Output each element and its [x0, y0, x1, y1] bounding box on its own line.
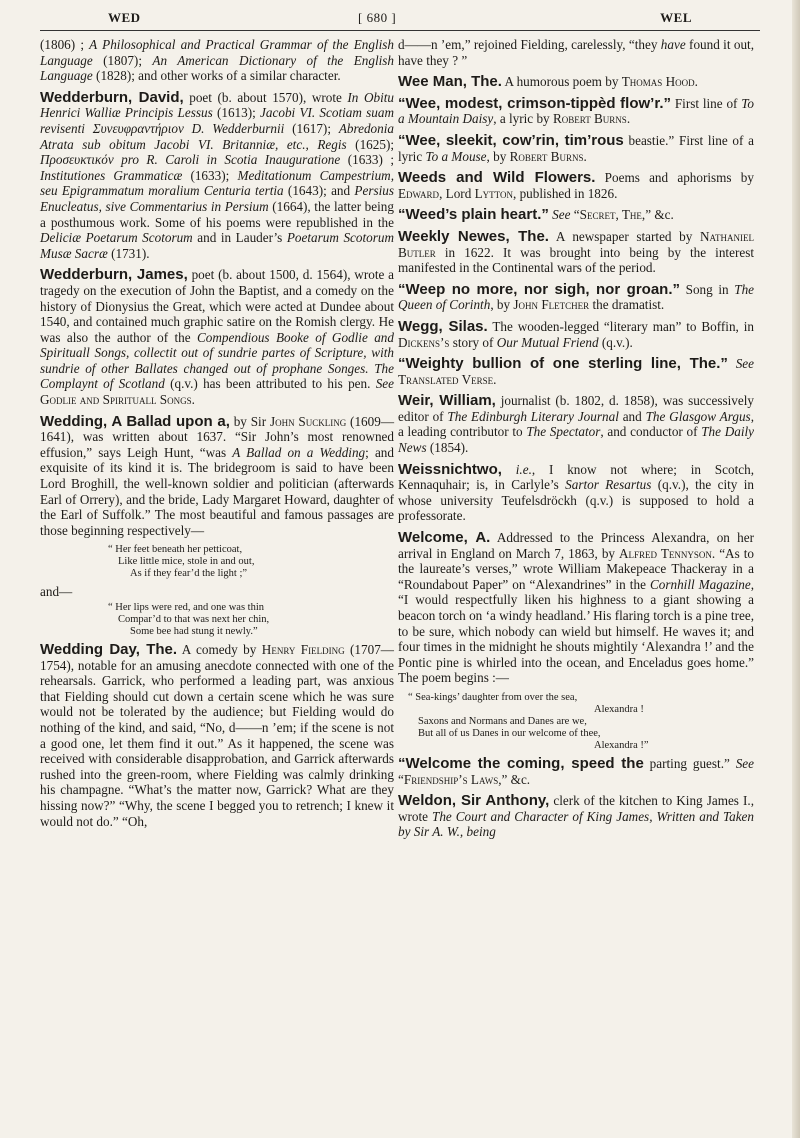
headword: Wegg, Silas.: [398, 317, 488, 335]
entry-wedderburn-james: Wedderburn, James, poet (b. about 1500, d. 1564), wrote a tragedy on the execution of John the Baptist, and a comedy on the history of Dionysius the Great, which were acted at Dundee about 1540, and contained much graphic satire on the Romish clergy. He was also the author of the Compendious Booke of Godlie and Spirituall Songs, collectit out of sundrie partes of Scripture, with sundrie of other Ballates changed out of prophane Songes. The Complaynt of Scotland (q.v.) has been attributed to his pen. See Godlie and Spirituall Songs.: [40, 266, 394, 408]
and-connector: and—: [40, 584, 73, 600]
header-right-word: WEL: [660, 10, 692, 25]
entry-welcome-coming: “Welcome the coming, speed the parting guest.” See “Friendship’s Laws,” &c.: [398, 754, 755, 787]
verse-quote-2: “ Her lips were red, and one was thin Compar’d to that was next her chin, Some bee had stung it newly.”: [108, 602, 270, 637]
verse-quote-1: “ Her feet beneath her petticoat, Like little mice, stole in and out, As if they fear’d the light ;”: [108, 544, 255, 580]
headword: Weeds and Wild Flowers.: [398, 169, 596, 187]
entry-weighty-bullion: “Weighty bullion of one sterling line, The.” See Translated Verse.: [398, 355, 755, 387]
headword: Wee Man, The.: [398, 73, 502, 91]
entry-wedderburn-david: Wedderburn, David, poet (b. about 1570), wrote In Obitu Henrici Walliæ Principis Lessus (1613); Jacobi VI. Scotiam suam revisenti Συνευφραντήριον D. Wedderburnii (1617); Abredonia Atrata sub obitum Jacobi VI. Britanniæ, etc., Regis (1625); Προσευκτικόν pro R. Caroli in Scotia Inauguratione (1633) ; Institutiones Grammaticæ (1633); Meditationum Campestrium, seu Epigrammatum moralium Centuria tertia (1643); and Persius Enucleatus, sive Commentarius in Persium (1664), the latter being a posthumous work. Some of his poems were republished in the Deliciæ Poetarum Scotorum and in Lauder’s Poetarum Scotorum Musæ Sacræ (1731).: [40, 88, 395, 261]
entry-continuation: d——n ’em,” rejoined Fielding, carelessly, “they have found it out, have they ? ”: [398, 37, 755, 68]
headword: Weldon, Sir Anthony,: [398, 792, 550, 810]
entry-weir-william: Weir, William, journalist (b. 1802, d. 1858), was successively editor of The Edinburgh Literary Journal and The Glasgow Argus, a leading contributor to The Spectator, and conductor of The Daily News (1854).: [398, 392, 754, 456]
running-header: [40, 10, 760, 30]
entry-weeds-plain-heart: “Weed’s plain heart.” See “Secret, The,” &c.: [398, 206, 674, 224]
header-left-word: WED: [108, 10, 141, 25]
left-column: [40, 37, 394, 835]
page-number: [ 680 ]: [358, 10, 397, 25]
entry-wee-modest: “Wee, modest, crimson-tippèd flow’r.” First line of To a Mountain Daisy, a lyric by Robert Burns.: [398, 94, 754, 127]
entry-welcome-a: Welcome, A. Addressed to the Princess Alexandra, on her arrival in England on March 7, 1863, by Alfred Tennyson. “As to the laureate’s verses,” wrote William Makepeace Thackeray in a “Roundabout Paper” on “Alexandrines” in the Cornhill Magazine, “I would respectfully liken his highness to a giant showing a beacon torch on ‘a windy headland.’ His flaring torch is a pine tree, to be sure, which nobody can wield but himself. He waves it; and four times in the midnight he shouts mightily ‘Alexandra !’ and the Pontic pine is whirled into the ocean, and Enceladus goes home.” The poem begins :—: [398, 529, 755, 686]
entry-wedding-day: Wedding Day, The. A comedy by Henry Fielding (1707—1754), notable for an amusing anecdote connected with one of the rehearsals. Garrick, who performed a leading part, was anxious that Fielding should cut down a certain scene which he was sure would not be tolerated by the audience; but Fielding would do nothing of the kind, and said, “No, d——n ’em; if the scene is not a good one, let them find it out.” As it happened, the scene was received with considerable disapprobation, and Garrick afterwards rushed into the green-room, where Fielding was calmly drinking his champagne. “What’s the matter now, Garrick? What are they hissing now?” “Why, the scene I begged you to retrench; I knew it would not do.” “Oh,: [40, 641, 394, 829]
page-edge-shadow: [792, 0, 800, 1138]
headword: “Wee, sleekit, cow’rin, tim’rous: [398, 131, 624, 149]
headword: “Weed’s plain heart.”: [398, 206, 549, 224]
headword: “Weep no more, nor sigh, nor groan.”: [398, 280, 680, 298]
headword: Wedding Day, The.: [40, 641, 178, 658]
entry-wegg-silas: Wegg, Silas. The wooden-legged “literary man” to Boffin, in Dickens’s story of Our Mutual Friend (q.v.).: [398, 317, 754, 350]
headword: Wedderburn, James,: [40, 266, 188, 284]
verse-quote-welcome: “ Sea-kings’ daughter from over the sea, Alexandra ! Saxons and Normans and Danes are we, But all of us Danes in our welcome of thee, Alexandra !”: [408, 691, 649, 751]
headword: Weir, William,: [398, 392, 496, 410]
headword: “Welcome the coming, speed the: [398, 754, 644, 772]
headword: “Wee, modest, crimson-tippèd flow’r.”: [398, 94, 672, 112]
entry-weldon-anthony: Weldon, Sir Anthony, clerk of the kitchen to King James I., wrote The Court and Character of King James, Written and Taken by Sir A. W., being: [398, 792, 754, 840]
entry-continuation: (1806) ; A Philosophical and Practical Grammar of the English Language (1807); An American Dictionary of the English Language (1828); and other works of a similar character.: [40, 37, 395, 84]
headword: Wedderburn, David,: [40, 88, 184, 106]
entry-wee-sleekit: “Wee, sleekit, cow’rin, tim’rous beastie.” First line of a lyric To a Mouse, by Robert Burns.: [398, 131, 754, 164]
headword: Welcome, A.: [398, 529, 491, 547]
headword: Weekly Newes, The.: [398, 227, 549, 245]
entry-weeds-flowers: Weeds and Wild Flowers. Poems and aphorisms by Edward, Lord Lytton, published in 1826.: [398, 169, 754, 201]
entry-weekly-newes: Weekly Newes, The. A newspaper started by Nathaniel Butler in 1622. It was brought into being by the interest manifested in the Continental wars of the period.: [398, 227, 754, 276]
entry-weep-no-more: “Weep no more, nor sigh, nor groan.” Song in The Queen of Corinth, by John Fletcher the dramatist.: [398, 280, 755, 313]
headword: “Weighty bullion of one sterling line, The.”: [398, 355, 728, 373]
entry-wedding-ballad: Wedding, A Ballad upon a, by Sir John Suckling (1609—1641), was written about 1637. “Sir John’s most renowned effusion,” says Leigh Hunt, “was A Ballad on a Wedding; and exquisite of its kind it is. The bridegroom is said to have been Lord Broghill, the well-known soldier and politician (afterwards Earl of Orrery), and the bride, Lady Margaret Howard, daughter of the Earl of Suffolk.” The most beautiful and famous passages are those beginning respectively—: [40, 412, 395, 538]
header-rule: [40, 30, 760, 31]
headword: Weissnichtwo,: [398, 460, 502, 478]
entry-wee-man: Wee Man, The. A humorous poem by Thomas Hood.: [398, 73, 698, 91]
entry-weissnichtwo: Weissnichtwo, i.e., I know not where; in Scotch, Kennaquhair; is, in Carlyle’s Sartor Resartus (q.v.), the city in whose university Teufelsdröckh (q.v.) is supposed to hold a professorate.: [398, 460, 755, 524]
headword: Wedding, A Ballad upon a,: [40, 412, 230, 430]
right-column: [398, 37, 754, 846]
